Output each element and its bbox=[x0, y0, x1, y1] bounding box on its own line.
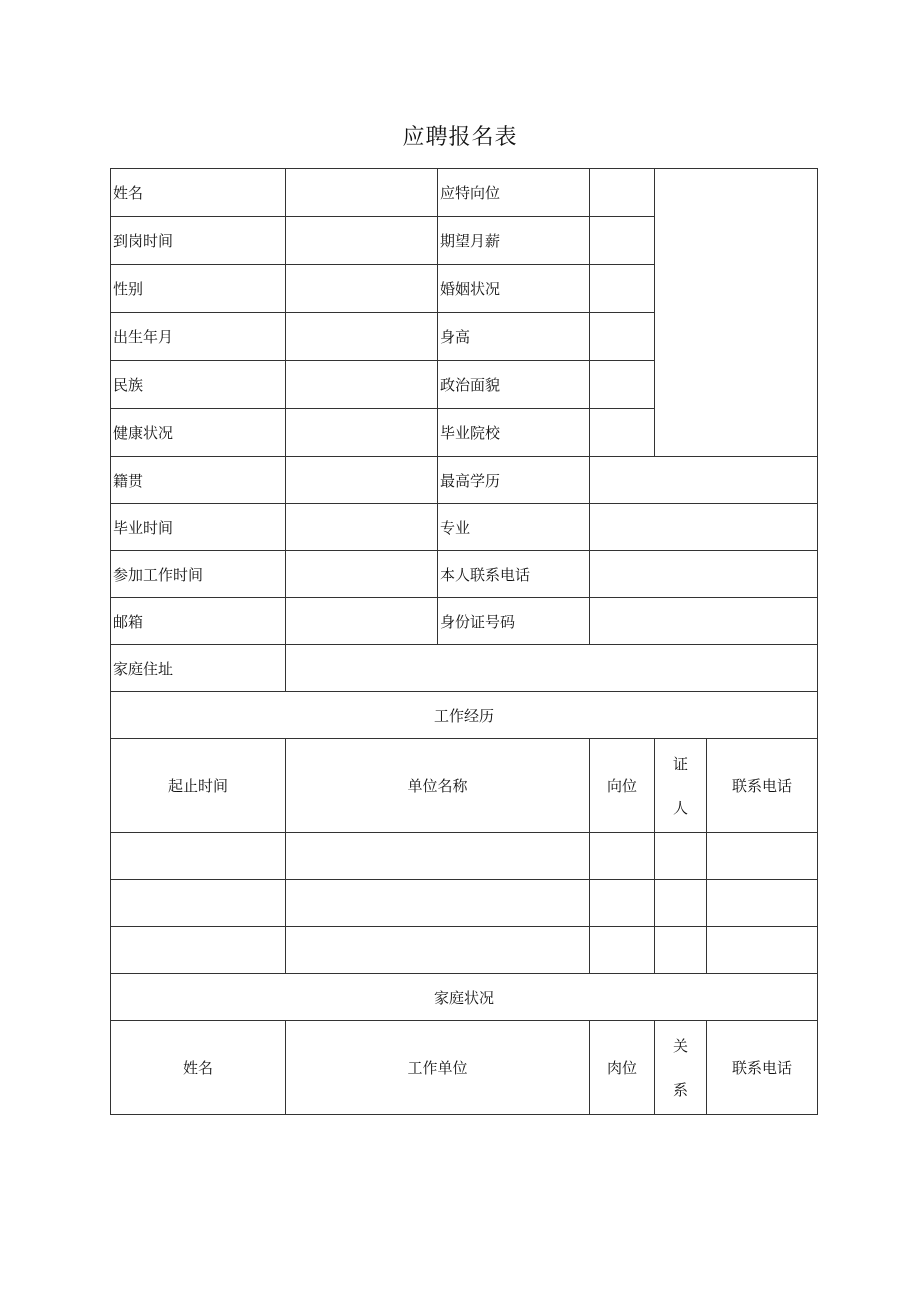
value-email[interactable] bbox=[286, 598, 438, 645]
value-political-status[interactable] bbox=[590, 361, 655, 409]
work-cell-period[interactable] bbox=[111, 880, 286, 927]
label-birth-date: 出生年月 bbox=[111, 313, 286, 361]
work-row bbox=[111, 880, 818, 927]
work-cell-company[interactable] bbox=[286, 880, 590, 927]
work-cell-witness[interactable] bbox=[655, 880, 707, 927]
work-cell-company[interactable] bbox=[286, 833, 590, 880]
work-cell-position[interactable] bbox=[590, 927, 655, 974]
work-header-company: 单位名称 bbox=[286, 739, 590, 833]
label-ethnicity: 民族 bbox=[111, 361, 286, 409]
label-native-place: 籍贯 bbox=[111, 457, 286, 504]
family-table-header-row bbox=[111, 1021, 818, 1115]
family-header-name: 姓名 bbox=[111, 1021, 286, 1115]
value-expected-salary[interactable] bbox=[590, 217, 655, 265]
work-header-period: 起止时间 bbox=[111, 739, 286, 833]
value-name[interactable] bbox=[286, 169, 438, 217]
work-header-witness-char-2: 人 bbox=[672, 798, 688, 817]
label-marital-status: 婚姻状况 bbox=[438, 265, 590, 313]
work-header-witness-char-1: 证 bbox=[672, 754, 688, 773]
label-height: 身高 bbox=[438, 313, 590, 361]
label-health: 健康状况 bbox=[111, 409, 286, 457]
value-ethnicity[interactable] bbox=[286, 361, 438, 409]
label-school: 毕业院校 bbox=[438, 409, 590, 457]
value-marital-status[interactable] bbox=[590, 265, 655, 313]
value-birth-date[interactable] bbox=[286, 313, 438, 361]
label-start-date: 到岗时间 bbox=[111, 217, 286, 265]
family-section-header-row bbox=[111, 974, 818, 1021]
work-cell-phone[interactable] bbox=[707, 880, 818, 927]
family-header-relation bbox=[655, 1021, 707, 1115]
family-header-relation-char-1: 关 bbox=[672, 1036, 688, 1055]
work-cell-witness[interactable] bbox=[655, 927, 707, 974]
value-id-number[interactable] bbox=[590, 598, 818, 645]
work-cell-phone[interactable] bbox=[707, 927, 818, 974]
work-table-header-row bbox=[111, 739, 818, 833]
form-row-name bbox=[111, 169, 818, 217]
label-applied-position: 应特向位 bbox=[438, 169, 590, 217]
photo-cell[interactable] bbox=[655, 169, 818, 457]
family-header-relation-char-2: 系 bbox=[672, 1080, 688, 1099]
value-health[interactable] bbox=[286, 409, 438, 457]
work-cell-company[interactable] bbox=[286, 927, 590, 974]
work-row bbox=[111, 833, 818, 880]
family-header-phone: 联系电话 bbox=[707, 1021, 818, 1115]
value-phone[interactable] bbox=[590, 551, 818, 598]
value-major[interactable] bbox=[590, 504, 818, 551]
value-graduation-date[interactable] bbox=[286, 504, 438, 551]
form-row-address bbox=[111, 645, 818, 692]
work-section-header-row bbox=[111, 692, 818, 739]
work-cell-period[interactable] bbox=[111, 927, 286, 974]
label-gender: 性别 bbox=[111, 265, 286, 313]
work-cell-witness[interactable] bbox=[655, 833, 707, 880]
label-work-start: 参加工作时间 bbox=[111, 551, 286, 598]
label-education: 最高学历 bbox=[438, 457, 590, 504]
value-school[interactable] bbox=[590, 409, 655, 457]
form-row-native-place bbox=[111, 457, 818, 504]
label-expected-salary: 期望月薪 bbox=[438, 217, 590, 265]
family-header-employer: 工作单位 bbox=[286, 1021, 590, 1115]
work-cell-phone[interactable] bbox=[707, 833, 818, 880]
family-header-position: 肉位 bbox=[590, 1021, 655, 1115]
value-height[interactable] bbox=[590, 313, 655, 361]
label-email: 邮箱 bbox=[111, 598, 286, 645]
value-gender[interactable] bbox=[286, 265, 438, 313]
value-start-date[interactable] bbox=[286, 217, 438, 265]
work-cell-position[interactable] bbox=[590, 833, 655, 880]
application-form-table bbox=[110, 168, 818, 1115]
value-education[interactable] bbox=[590, 457, 818, 504]
work-section-title: 工作经历 bbox=[111, 692, 818, 739]
label-id-number: 身份证号码 bbox=[438, 598, 590, 645]
page-title: 应聘报名表 bbox=[402, 125, 518, 150]
work-cell-position[interactable] bbox=[590, 880, 655, 927]
value-work-start[interactable] bbox=[286, 551, 438, 598]
work-row bbox=[111, 927, 818, 974]
label-name: 姓名 bbox=[111, 169, 286, 217]
work-cell-period[interactable] bbox=[111, 833, 286, 880]
form-row-work-start bbox=[111, 551, 818, 598]
label-major: 专业 bbox=[438, 504, 590, 551]
form-row-graduation bbox=[111, 504, 818, 551]
value-address[interactable] bbox=[286, 645, 818, 692]
label-phone: 本人联系电话 bbox=[438, 551, 590, 598]
work-header-position: 向位 bbox=[590, 739, 655, 833]
label-address: 家庭住址 bbox=[111, 645, 286, 692]
label-graduation-date: 毕业时间 bbox=[111, 504, 286, 551]
work-header-phone: 联系电话 bbox=[707, 739, 818, 833]
value-applied-position[interactable] bbox=[590, 169, 655, 217]
family-section-title: 家庭状况 bbox=[111, 974, 818, 1021]
value-native-place[interactable] bbox=[286, 457, 438, 504]
label-political-status: 政治面貌 bbox=[438, 361, 590, 409]
work-header-witness bbox=[655, 739, 707, 833]
form-row-email bbox=[111, 598, 818, 645]
